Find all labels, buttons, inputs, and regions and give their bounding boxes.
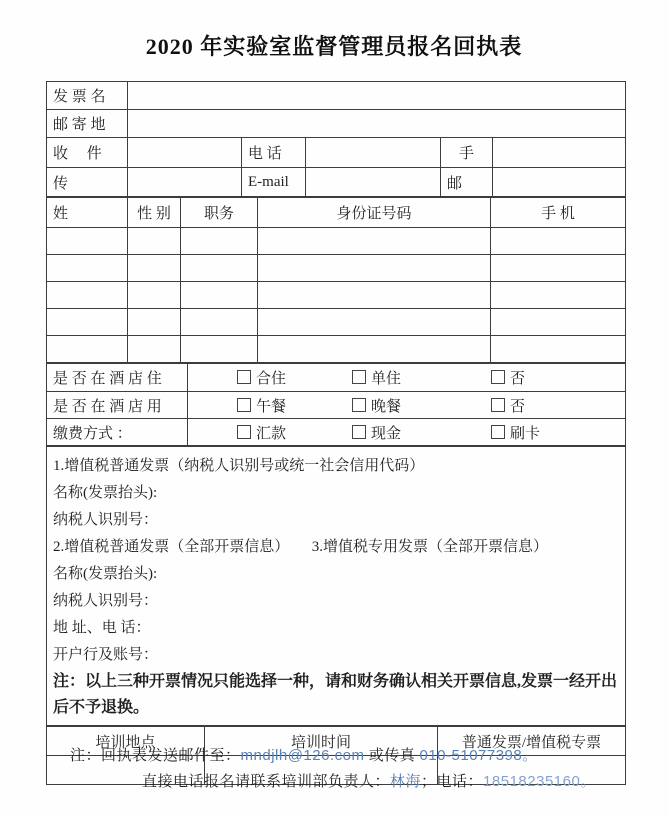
options-section bbox=[46, 363, 626, 446]
hotel-meal-label: 是 否 在 酒 店 用 bbox=[47, 392, 188, 419]
recipient-field[interactable] bbox=[128, 138, 242, 168]
checkbox-lunch[interactable]: 午餐 bbox=[237, 395, 352, 416]
taxpayer-id-line2[interactable]: 纳税人识别号： bbox=[53, 593, 159, 609]
checkbox-icon[interactable] bbox=[352, 398, 366, 412]
note2-prefix: 直接电话报名请联系培训部负责人： bbox=[142, 774, 391, 790]
fax-field[interactable] bbox=[128, 168, 242, 197]
invoice-name-label: 发 票 名 bbox=[47, 82, 128, 110]
contact-person-name: 林海 bbox=[390, 774, 422, 790]
attendee-empty-row bbox=[47, 336, 626, 363]
col-header-gender: 性 别 bbox=[128, 198, 181, 228]
phone-field[interactable] bbox=[306, 138, 441, 168]
invoice-info-cell bbox=[47, 447, 626, 726]
checkbox-icon[interactable] bbox=[237, 370, 251, 384]
invoice-note-line: 注：以上三种开票情况只能选择一种，请和财务确认相关开票信息,发票一经开出后不予退换。 bbox=[53, 673, 618, 716]
email-link[interactable]: mndjlh@126.com bbox=[240, 747, 365, 764]
col-header-training-time: 培训时间 bbox=[205, 727, 438, 756]
checkbox-remittance[interactable]: 汇款 bbox=[237, 422, 352, 443]
invoice-type2-3-line: 2.增值税普通发票（全部开票信息） 3.增值税专用发票（全部开票信息） bbox=[53, 539, 549, 555]
recipient-label: 收 件 bbox=[47, 138, 128, 168]
checkbox-icon[interactable] bbox=[352, 425, 366, 439]
col-header-invoice-type: 普通发票/增值税专票 bbox=[438, 727, 626, 756]
payment-method-label: 缴费方式 ： bbox=[47, 419, 188, 446]
attendee-header-row bbox=[47, 198, 626, 228]
checkbox-icon[interactable] bbox=[491, 398, 505, 412]
col-header-training-place: 培训地点 bbox=[47, 727, 205, 756]
contact-section bbox=[46, 81, 626, 197]
checkbox-card[interactable]: 刷卡 bbox=[491, 422, 540, 443]
invoice-type1-line: 1.增值税普通发票（纳税人识别号或统一社会信用代码） bbox=[53, 458, 425, 474]
bank-account-line[interactable]: 开户行及账号： bbox=[53, 647, 159, 663]
hotel-stay-row bbox=[47, 364, 626, 392]
fax-label: 传 bbox=[47, 168, 128, 197]
hotel-meal-row bbox=[47, 392, 626, 419]
checkbox-icon[interactable] bbox=[491, 425, 505, 439]
email-field[interactable] bbox=[306, 168, 441, 197]
checkbox-no-stay[interactable]: 否 bbox=[491, 367, 525, 388]
invoice-title-line[interactable]: 名称(发票抬头): bbox=[53, 485, 158, 501]
invoice-name-field[interactable] bbox=[128, 82, 626, 110]
footer-note-1 bbox=[70, 744, 538, 765]
phone-label: 电 话 bbox=[242, 138, 306, 168]
invoice-title-line2[interactable]: 名称(发票抬头): bbox=[53, 566, 158, 582]
checkbox-share-room[interactable]: 合住 bbox=[237, 367, 352, 388]
checkbox-icon[interactable] bbox=[237, 398, 251, 412]
attendee-empty-row bbox=[47, 228, 626, 255]
checkbox-single-room[interactable]: 单住 bbox=[352, 367, 491, 388]
note2-middle: ；电话： bbox=[421, 774, 484, 790]
invoice-name-row bbox=[47, 82, 626, 110]
checkbox-cash[interactable]: 现金 bbox=[352, 422, 491, 443]
col-header-name: 姓 bbox=[47, 198, 128, 228]
address-phone-line[interactable]: 地 址、电 话： bbox=[53, 620, 151, 636]
note1-middle: 或传真 bbox=[364, 748, 420, 764]
payment-method-row bbox=[47, 419, 626, 446]
mobile-field[interactable] bbox=[493, 138, 626, 168]
checkbox-icon[interactable] bbox=[352, 370, 366, 384]
col-header-position: 职务 bbox=[181, 198, 258, 228]
page-title: 2020 年实验室监督管理员报名回执表 bbox=[145, 34, 523, 59]
mailing-address-row bbox=[47, 110, 626, 138]
attendee-section bbox=[46, 197, 626, 363]
fax-row bbox=[47, 168, 626, 197]
attendee-empty-row bbox=[47, 255, 626, 282]
col-header-mobile: 手 机 bbox=[491, 198, 626, 228]
mailing-address-field[interactable] bbox=[128, 110, 626, 138]
col-header-id-number: 身份证号码 bbox=[258, 198, 491, 228]
checkbox-no-meal[interactable]: 否 bbox=[491, 395, 525, 416]
footer-note-2 bbox=[142, 770, 596, 791]
email-label: E-mail bbox=[242, 168, 306, 197]
hotel-stay-label: 是 否 在 酒 店 住 bbox=[47, 364, 188, 392]
postcode-label: 邮 bbox=[441, 168, 493, 197]
note1-prefix: 注：回执表发送邮件至： bbox=[70, 748, 241, 764]
invoice-info-section bbox=[46, 446, 626, 726]
attendee-empty-row bbox=[47, 282, 626, 309]
form-table bbox=[46, 81, 625, 785]
postcode-field[interactable] bbox=[493, 168, 626, 197]
invoice-info-row bbox=[47, 447, 626, 726]
mailing-address-label: 邮 寄 地 bbox=[47, 110, 128, 138]
mobile-label: 手 bbox=[441, 138, 493, 168]
contact-phone-number: 18518235160。 bbox=[483, 773, 596, 790]
taxpayer-id-line[interactable]: 纳税人识别号： bbox=[53, 512, 159, 528]
checkbox-icon[interactable] bbox=[491, 370, 505, 384]
fax-number: 010-51077398。 bbox=[419, 747, 538, 764]
recipient-row bbox=[47, 138, 626, 168]
checkbox-icon[interactable] bbox=[237, 425, 251, 439]
checkbox-dinner[interactable]: 晚餐 bbox=[352, 395, 491, 416]
attendee-empty-row bbox=[47, 309, 626, 336]
